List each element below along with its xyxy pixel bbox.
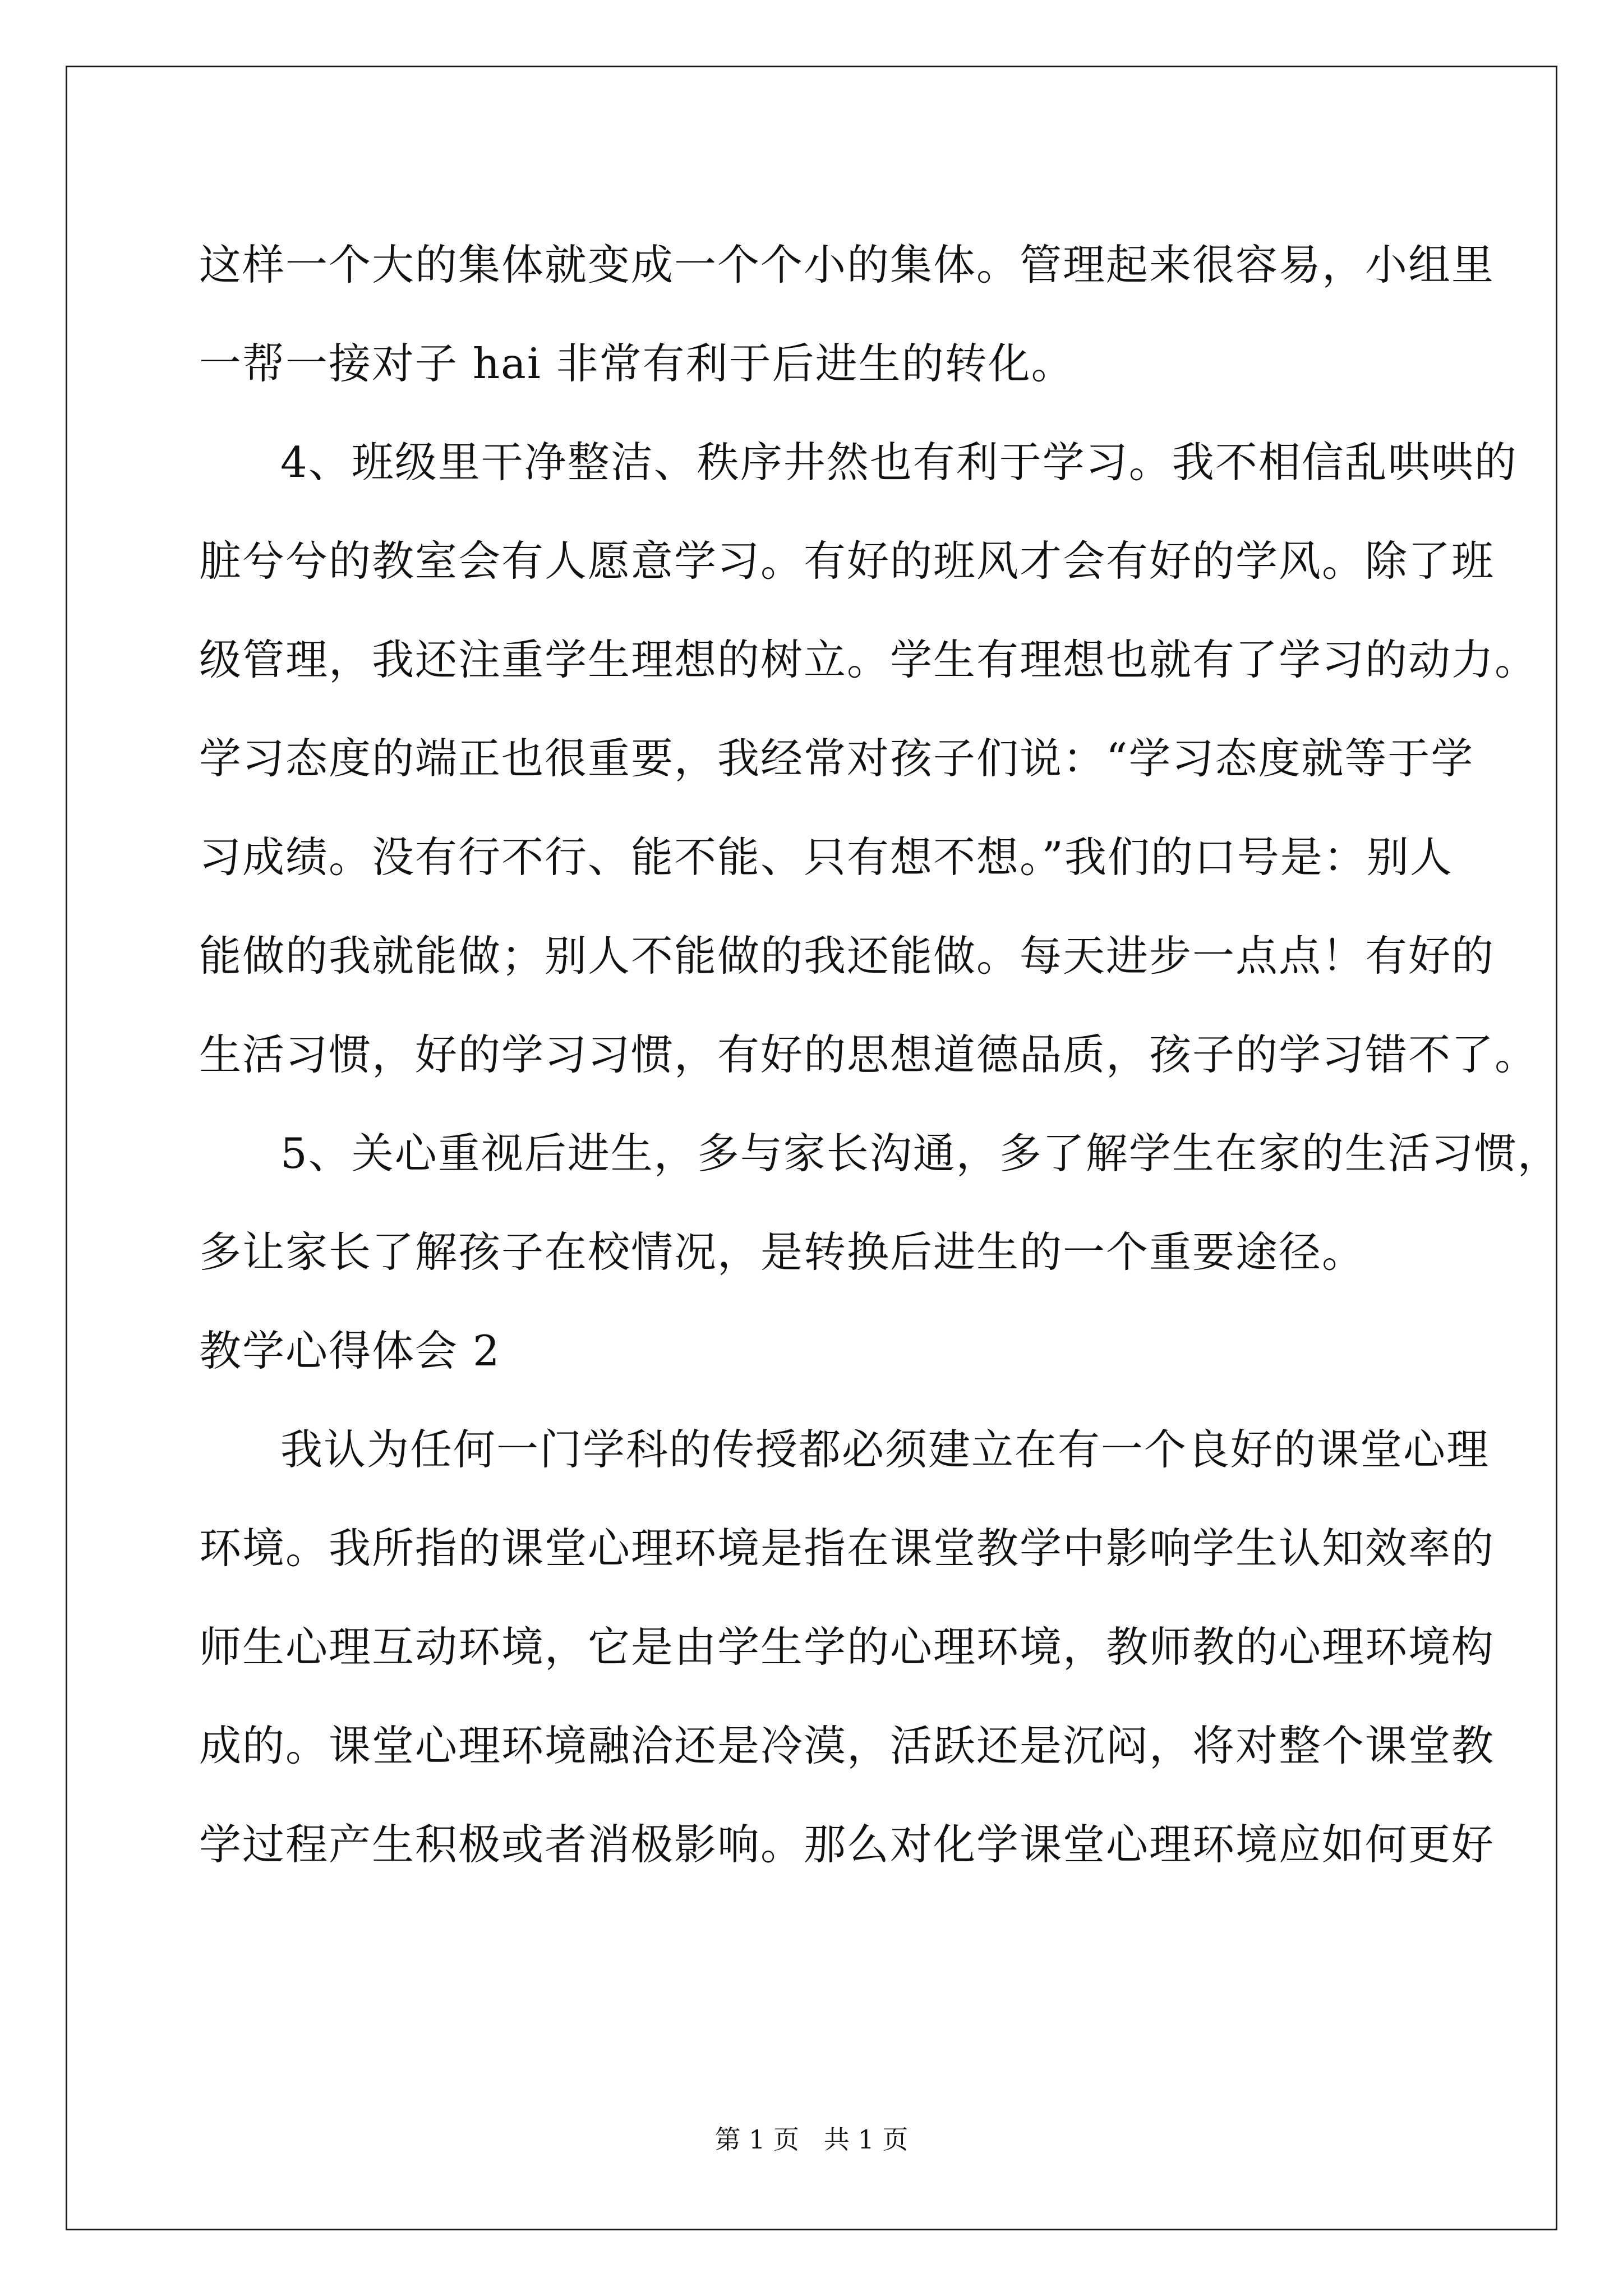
section-heading: 教学心得体会 2 <box>199 1326 501 1375</box>
page-footer: 第 1 页 共 1 页 <box>714 2124 909 2155</box>
text-line: 级管理，我还注重学生理想的树立。学生有理想也就有了学习的动力。 <box>199 634 1538 684</box>
text-line: 我认为任何一门学科的传授都必须建立在有一个良好的课堂心理 <box>280 1424 1490 1474</box>
text-line: 脏兮兮的教室会有人愿意学习。有好的班风才会有好的学风。除了班 <box>199 536 1495 586</box>
text-line: 多让家长了解孩子在校情况，是转换后进生的一个重要途径。 <box>199 1227 1366 1277</box>
text-line: 学习态度的端正也很重要，我经常对孩子们说：“学习态度就等于学 <box>199 733 1474 783</box>
text-line: 师生心理互动环境，它是由学生学的心理环境，教师教的心理环境构 <box>199 1622 1495 1672</box>
text-line: 这样一个大的集体就变成一个个小的集体。管理起来很容易，小组里 <box>199 240 1495 289</box>
text-line: 能做的我就能做；别人不能做的我还能做。每天进步一点点！有好的 <box>199 931 1495 981</box>
text-line: 学过程产生积极或者消极影响。那么对化学课堂心理环境应如何更好 <box>199 1819 1495 1869</box>
text-line: 习成绩。没有行不行、能不能、只有想不想。”我们的口号是：别人 <box>199 832 1453 882</box>
text-line: 5、关心重视后进生，多与家长沟通，多了解学生在家的生活习惯， <box>280 1128 1561 1178</box>
document-body <box>199 212 1561 1890</box>
text-line: 一帮一接对子 hai 非常有利于后进生的转化。 <box>199 338 1075 388</box>
text-line: 成的。课堂心理环境融洽还是冷漠，活跃还是沉闷，将对整个课堂教 <box>199 1720 1495 1770</box>
text-line: 环境。我所指的课堂心理环境是指在课堂教学中影响学生认知效率的 <box>199 1523 1495 1573</box>
text-line: 生活习惯，好的学习习惯，有好的思想道德品质，孩子的学习错不了。 <box>199 1029 1538 1079</box>
text-line: 4、班级里干净整洁、秩序井然也有利于学习。我不相信乱哄哄的 <box>280 437 1518 487</box>
